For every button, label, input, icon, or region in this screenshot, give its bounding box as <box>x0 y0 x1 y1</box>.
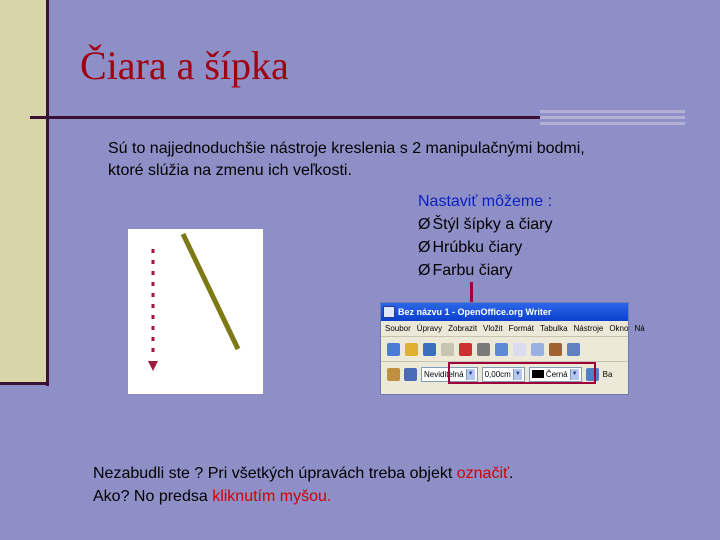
arrow-style-icon[interactable] <box>404 368 417 381</box>
reminder-text <box>93 462 703 508</box>
click-highlight-words: kliknutím myšou. <box>212 488 332 505</box>
settings-item <box>418 236 552 259</box>
print-icon[interactable] <box>477 343 490 356</box>
save-icon[interactable] <box>423 343 436 356</box>
new-document-icon[interactable] <box>387 343 400 356</box>
line-arrow-example <box>128 229 263 394</box>
settings-heading: Nastaviť môžeme : <box>418 193 553 210</box>
writer-standard-toolbar <box>381 337 628 362</box>
reminder-line-1 <box>93 462 703 485</box>
reminder-line-1-text: Nezabudli ste ? Pri všetkých úpravách treba objekt <box>93 465 457 482</box>
settings-item <box>418 259 552 282</box>
arrow-bullet-icon: Ø <box>418 216 431 233</box>
reminder-line-2 <box>93 485 703 508</box>
export-pdf-icon[interactable] <box>459 343 472 356</box>
menu-item[interactable]: Nástroje <box>573 324 604 333</box>
chevron-down-icon: ▼ <box>466 369 475 380</box>
chevron-down-icon: ▼ <box>570 369 579 380</box>
menu-item[interactable]: Úpravy <box>416 324 443 333</box>
chevron-down-icon: ▼ <box>513 369 522 380</box>
settings-item-label: Farbu čiary <box>432 262 513 279</box>
reminder-line-2-text: Ako? No predsa <box>93 488 213 505</box>
document-icon <box>383 306 395 318</box>
side-stripe-border <box>46 0 49 386</box>
edit-icon[interactable] <box>441 343 454 356</box>
writer-menubar <box>381 321 645 337</box>
settings-item-label: Hrúbku čiary <box>432 239 523 256</box>
solid-diagonal-line <box>183 234 238 349</box>
intro-line-2: ktoré slúžia na zmenu ich veľkosti. <box>108 162 352 179</box>
overflow-label: Ba <box>602 369 613 379</box>
spellcheck-icon[interactable] <box>513 343 526 356</box>
menu-item[interactable]: Formát <box>508 324 534 333</box>
select-highlight-word: označiť <box>456 465 509 482</box>
writer-titlebar <box>381 303 628 321</box>
slide-title: Čiara a šípka <box>80 43 289 88</box>
arrow-bullet-icon: Ø <box>418 262 431 279</box>
intro-line-1: Sú to najjednoduchšie nástroje kreslenia s 2 manipulačnými bodmi, <box>108 140 585 157</box>
down-arrow-icon <box>148 361 158 371</box>
arrow-bullet-icon: Ø <box>418 239 431 256</box>
page-preview-icon[interactable] <box>495 343 508 356</box>
menu-item[interactable]: Vložit <box>483 324 503 333</box>
line-icon[interactable] <box>387 368 400 381</box>
cut-icon[interactable] <box>549 343 562 356</box>
menu-item[interactable]: Okno <box>609 324 629 333</box>
settings-item-label: Štýl šípky a čiary <box>432 216 553 233</box>
menu-item[interactable]: Soubor <box>385 324 411 333</box>
reminder-line-1-end: . <box>509 465 514 482</box>
line-settings-highlight <box>448 362 596 384</box>
menu-item[interactable]: Tabulka <box>539 324 568 333</box>
side-stripe <box>0 0 48 384</box>
writer-window-title: Bez názvu 1 - OpenOffice.org Writer <box>398 307 552 317</box>
line-style-value: Neviditelná <box>424 369 464 379</box>
copy-icon[interactable] <box>567 343 580 356</box>
settings-list <box>418 190 552 282</box>
line-arrow-drawing <box>128 229 263 394</box>
settings-item <box>418 213 552 236</box>
line-color-value: Černá <box>545 369 568 379</box>
title-underline-accent <box>540 110 685 126</box>
autospell-icon[interactable] <box>531 343 544 356</box>
side-stripe-bottom-border <box>0 382 49 385</box>
menu-item[interactable]: Ná <box>634 324 645 333</box>
open-folder-icon[interactable] <box>405 343 418 356</box>
intro-text <box>108 138 708 182</box>
line-width-value: 0,00cm <box>484 369 511 379</box>
menu-item[interactable]: Zobrazit <box>448 324 478 333</box>
